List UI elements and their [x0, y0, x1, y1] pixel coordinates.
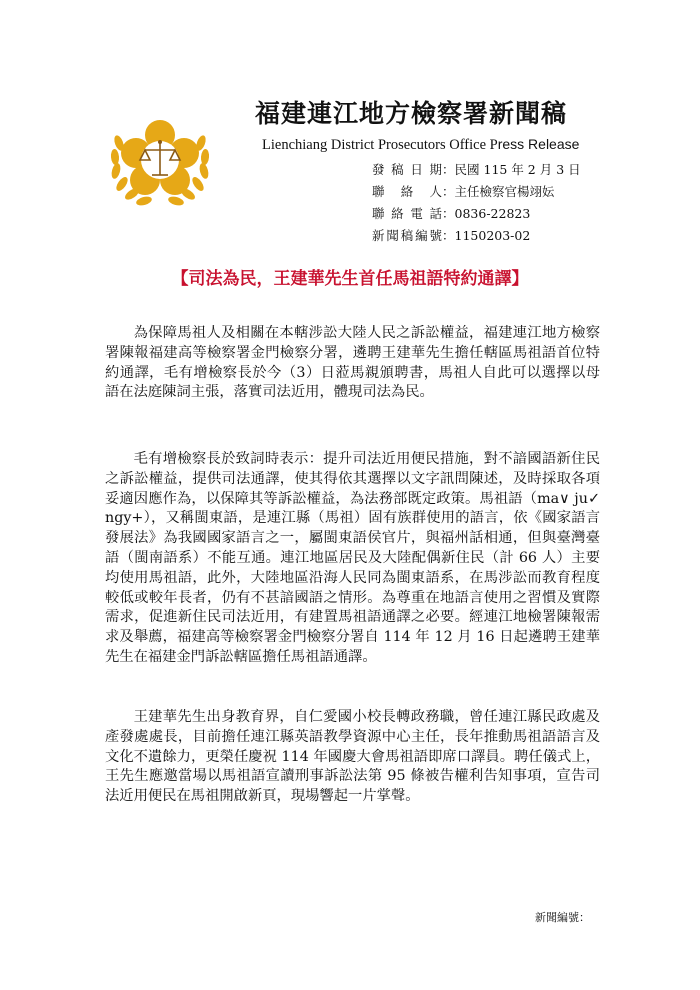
paragraph-3: 王建華先生出身教育界，自仁愛國小校長轉政務職，曾任連江縣民政處及產發處處長，目前擔任連江縣英語教學資源中心主任，長年推動馬祖語語言及文化不遺餘力，更榮任慶祝 114 年國慶大會馬祖語即席口譯員。聘任儀式上，王先生應邀當場以馬祖語宣讀刑事訴訟法第 95 條被告權利告知事項，宣告司法近用便民在馬祖開啟新頁，現場響起一片掌聲。 [105, 709, 600, 805]
paragraph-1: 為保障馬祖人及相關在本轄涉訟大陸人民之訴訟權益，福建連江地方檢察署陳報福建高等檢察署金門檢察分署，遴聘王建華先生擔任轄區馬祖語首位特約通譯，毛有增檢察長於今（3）日蒞馬親頒聘書，馬祖人自此可以選擇以母語在法庭陳詞主張，落實司法近用，體現司法為民。 [105, 325, 600, 401]
meta-contact: 聯絡人：主任檢察官楊翊妘 [372, 184, 555, 199]
prosecutors-office-emblem-icon [105, 105, 215, 215]
paragraph-2: 毛有增檢察長於致詞時表示：提升司法近用便民措施，對不諳國語新住民之訴訟權益，提供司法通譯，使其得依其選擇以文字訊問陳述，及時採取各項妥適因應作為，以保障其等訴訟權益，為法務部既定政策。馬祖語（ma∨ ju✓ ngy+），又稱閩東語，是連江縣（馬祖）固有族群使用的語言，依《國家語言發展法》為我國國家語言之一，屬閩東語侯官片，與福州話相通，但與臺灣臺語（閩南語系）不能互通。連江地區居民及大陸配偶新住民（計 66 人）主要均使用馬祖語，此外，大陸地區沿海人民同為閩東語系，在馬涉訟而教育程度較低或較年長者，仍有不甚諳國語之情形。為尊重在地語言使用之習慣及實際需求，促進新住民司法近用，有建置馬祖語通譯之必要。經連江地檢署陳報需求及舉薦，福建高等檢察署金門檢察分署自 114 年 12 月 16 日起遴聘王建華先生在福建金門訴訟轄區擔任馬祖語通譯。 [105, 451, 600, 665]
meta-phone: 聯絡電話：0836-22823 [372, 206, 531, 221]
meta-release-date: 發稿日期：民國 115 年 2 月 3 日 [372, 162, 581, 177]
footer-number-label: 新聞編號： [535, 911, 590, 924]
document-subtitle: Lienchiang District Prosecutors Office Press Release [262, 136, 580, 153]
document-title: 福建連江地方檢察署新聞稿 [255, 99, 568, 128]
meta-release-number: 新聞稿編號：1150203-02 [372, 228, 531, 243]
press-headline: 【司法為民，王建華先生首任馬祖語特約通譯】 [171, 269, 529, 289]
